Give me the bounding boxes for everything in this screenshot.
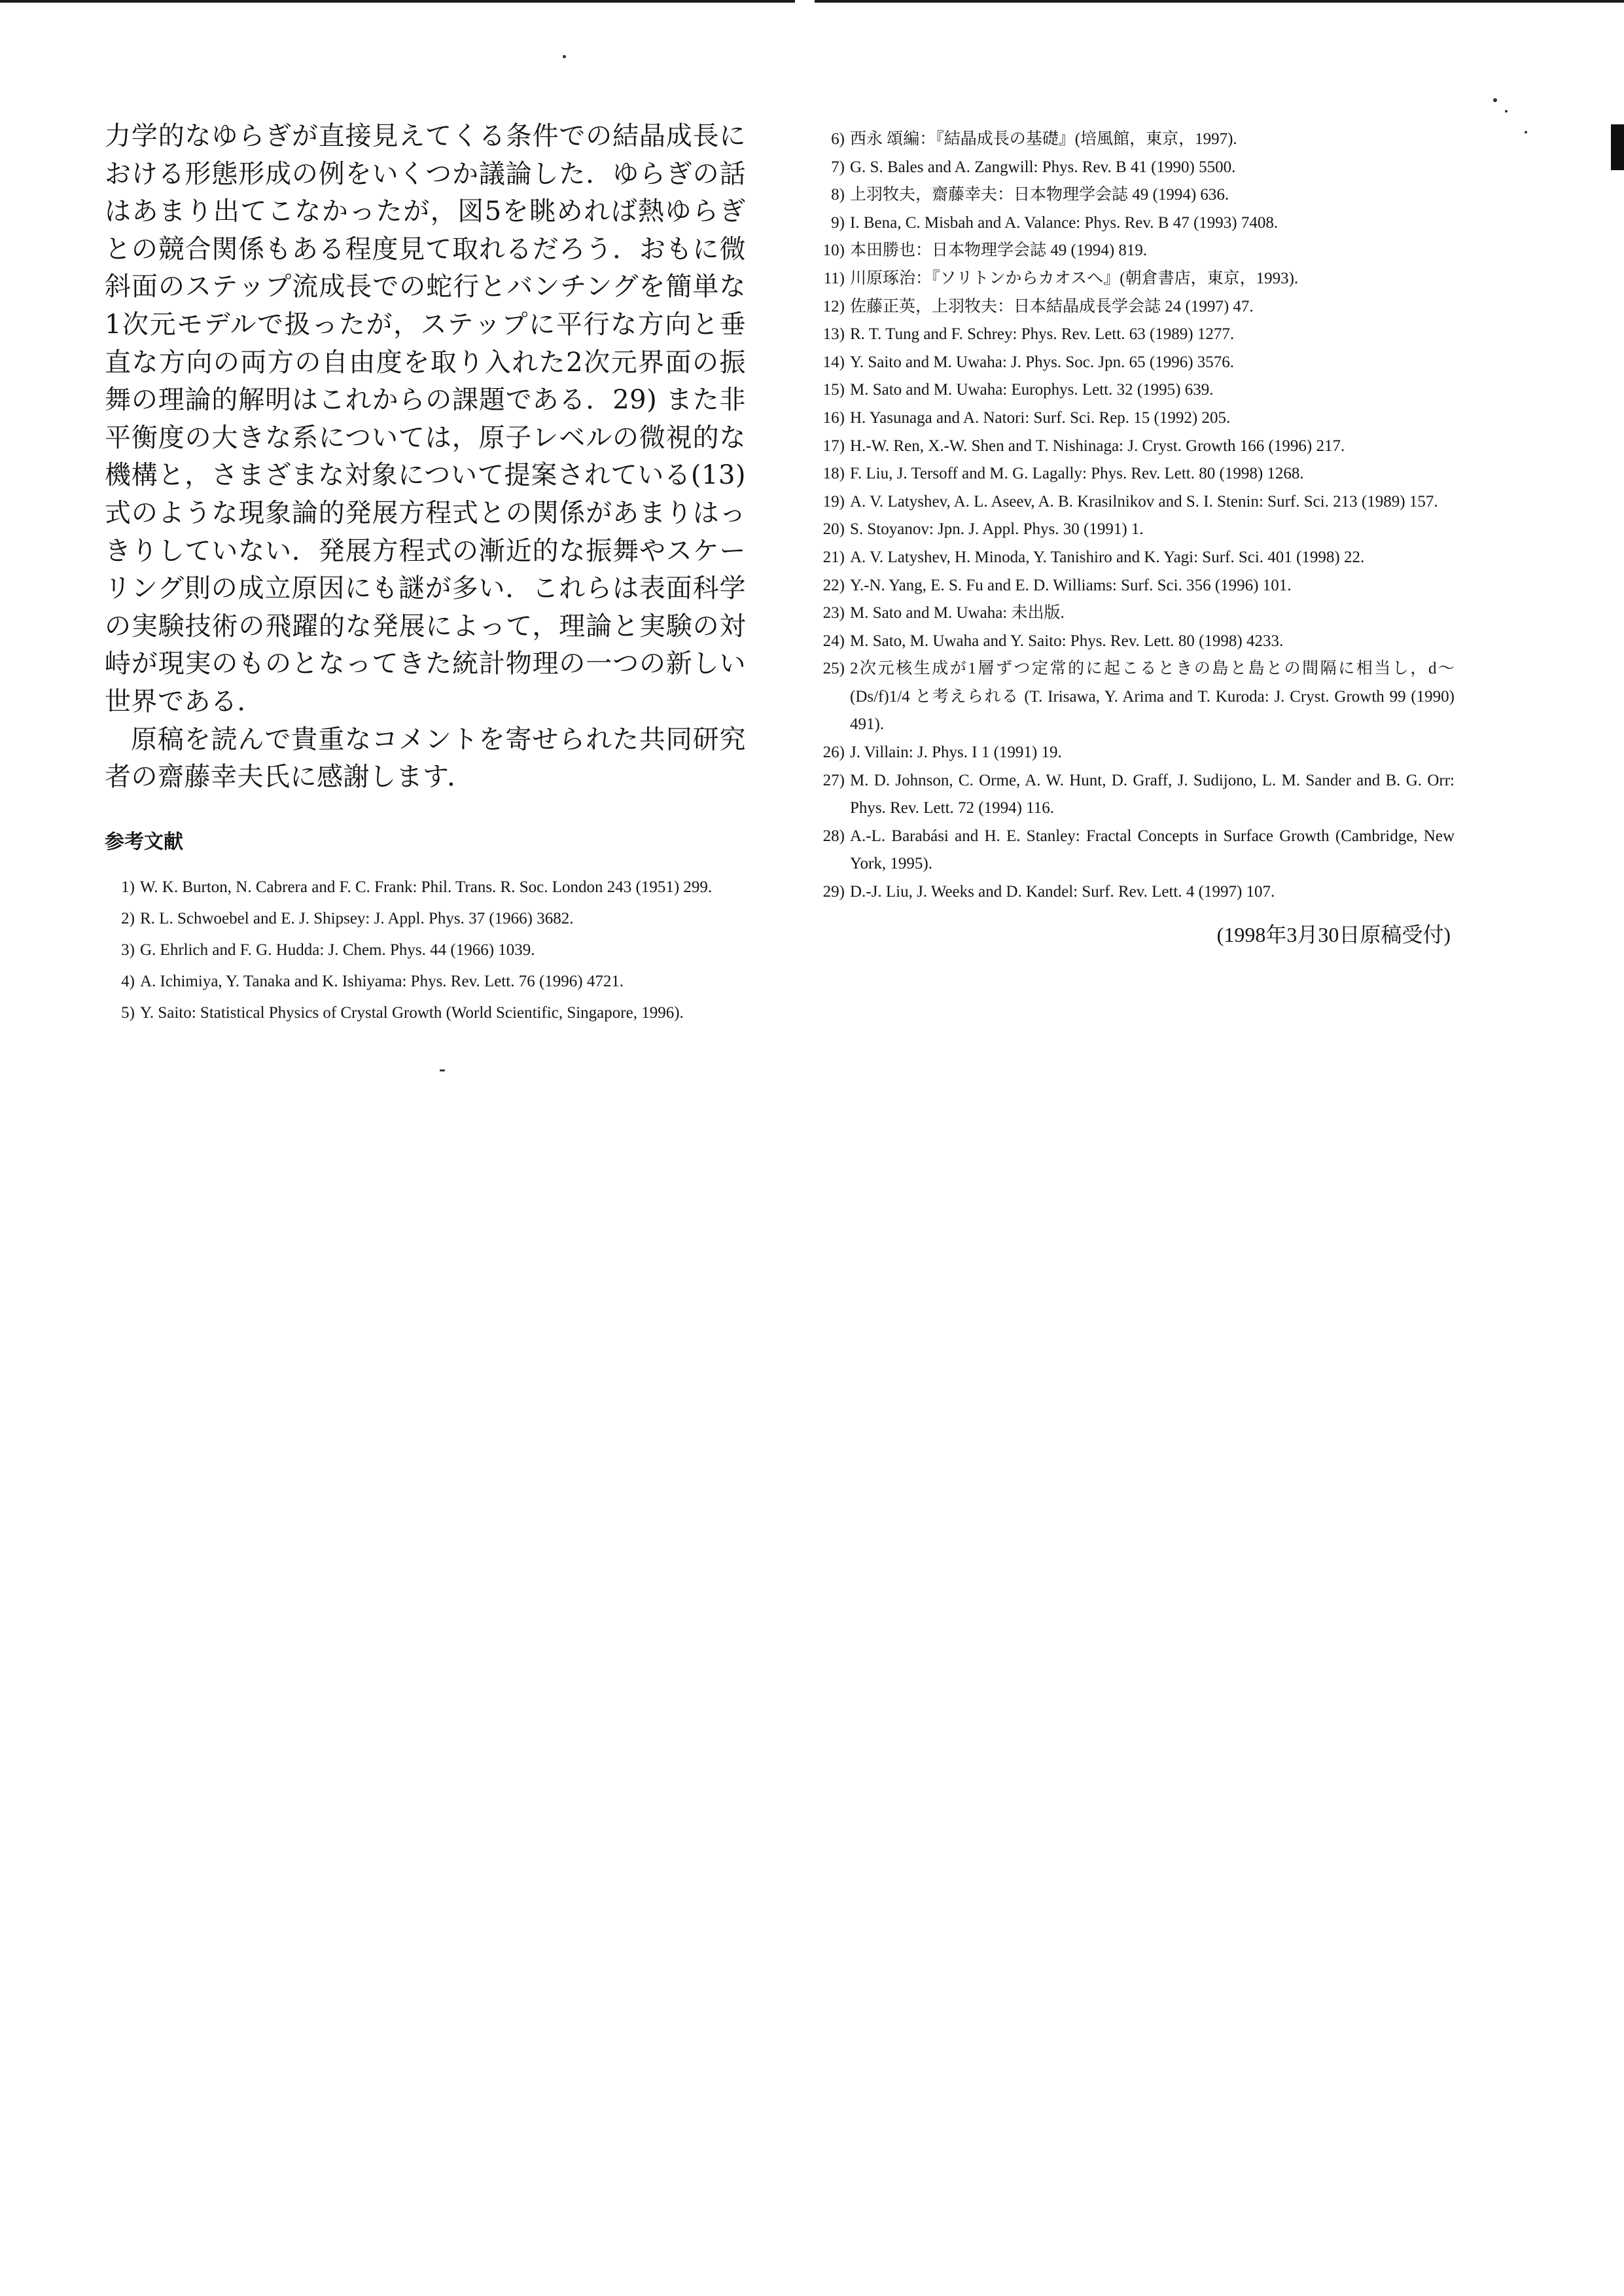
reference-item [815,265,1455,293]
reference-number: 27) [822,771,845,789]
reference-item [815,209,1455,238]
references-heading: 参考文献 [105,830,183,853]
reference-item [105,937,746,964]
reference-item [815,516,1455,544]
reference-text: A. V. Latyshev, A. L. Aseev, A. B. Krasilnikov and S. I. Stenin: Surf. Sci. 213 (1989) 157. [850,492,1438,511]
reference-text: M. Sato and M. Uwaha: Europhys. Lett. 32 (1995) 639. [850,381,1214,399]
reference-number: 20) [822,520,845,539]
reference-text: A.-L. Barabási and H. E. Stanley: Fractal Concepts in Surface Growth (Cambridge, New York, 1995). [850,827,1455,873]
reference-item [815,404,1455,433]
reference-item [105,905,746,933]
reference-number: 28) [822,827,845,845]
reference-number: 6) [831,130,845,148]
reference-text: 西永 頌編：『結晶成長の基礎』(培風館，東京，1997). [850,130,1237,148]
reference-item [815,878,1455,906]
reference-text: S. Stoyanov: Jpn. J. Appl. Phys. 30 (1991) 1. [850,520,1144,539]
reference-text: 2次元核生成が1層ずつ定常的に起こるときの島と島との間隔に相当し，d〜(Ds/f)1/4 と考えられる (T. Irisawa, Y. Arima and T. Kuroda: J. Cryst. Growth 99 (1990) 491). [850,660,1455,734]
top-border-gap [795,0,815,3]
reference-item [815,488,1455,516]
reference-item [815,600,1455,628]
reference-number: 12) [822,297,845,315]
reference-text: J. Villain: J. Phys. I 1 (1991) 19. [850,744,1062,762]
reference-item [815,739,1455,767]
reference-item [815,460,1455,488]
reference-text: M. Sato, M. Uwaha and Y. Saito: Phys. Rev. Lett. 80 (1998) 4233. [850,632,1284,650]
reference-number: 4) [121,972,135,990]
reference-item [815,376,1455,404]
left-column [105,118,746,1031]
reference-item [815,349,1455,377]
reference-item [815,181,1455,209]
reference-item [815,237,1455,265]
reference-number: 2) [121,909,135,927]
reference-number: 10) [822,242,845,260]
acknowledgement-paragraph: 原稿を読んで貴重なコメントを寄せられた共同研究者の齋藤幸夫氏に感謝します． [105,724,746,793]
reference-item [105,968,746,996]
reference-number: 8) [831,186,845,204]
reference-item [105,874,746,901]
reference-number: 21) [822,548,845,566]
reference-item [105,999,746,1027]
references-list-right [815,126,1455,906]
reference-text: 佐藤正英，上羽牧夫：日本結晶成長学会誌 24 (1997) 47. [850,297,1254,315]
reference-number: 22) [822,576,845,594]
reference-item [815,823,1455,878]
scan-speck [1525,131,1527,134]
reference-number: 13) [822,325,845,344]
reference-number: 7) [831,158,845,176]
scan-speck [1505,110,1508,113]
reference-number: 29) [822,883,845,901]
reference-text: Y. Saito and M. Uwaha: J. Phys. Soc. Jpn. 65 (1996) 3576. [850,353,1235,371]
reference-item [815,572,1455,600]
reference-item [815,126,1455,154]
reference-text: 川原琢治：『ソリトンからカオスへ』(朝倉書店，東京，1993). [850,269,1299,287]
reference-item [815,433,1455,461]
reference-text: D.-J. Liu, J. Weeks and D. Kandel: Surf. Rev. Lett. 4 (1997) 107. [850,883,1275,901]
reference-item [815,321,1455,349]
reference-text: Y. Saito: Statistical Physics of Crystal Growth (World Scientific, Singapore, 1996). [140,1003,684,1022]
reference-text: F. Liu, J. Tersoff and M. G. Lagally: Phys. Rev. Lett. 80 (1998) 1268. [850,465,1304,483]
reference-item [815,154,1455,182]
reference-text: I. Bena, C. Misbah and A. Valance: Phys. Rev. B 47 (1993) 7408. [850,213,1279,232]
received-date: (1998年3月30日原稿受付) [1216,922,1451,946]
reference-text: A. Ichimiya, Y. Tanaka and K. Ishiyama: Phys. Rev. Lett. 76 (1996) 4721. [140,972,624,990]
reference-number: 15) [822,381,845,399]
reference-number: 24) [822,632,845,650]
reference-number: 11) [823,269,845,287]
scan-speck [440,1069,445,1071]
reference-text: M. D. Johnson, C. Orme, A. W. Hunt, D. Graff, J. Sudijono, L. M. Sander and B. G. Orr: Phys. Rev. Lett. 72 (1994) 116. [850,771,1455,817]
reference-text: H. Yasunaga and A. Natori: Surf. Sci. Rep. 15 (1992) 205. [850,408,1231,427]
scan-speck [1493,98,1497,102]
reference-number: 19) [822,492,845,511]
reference-text: G. Ehrlich and F. G. Hudda: J. Chem. Phys. 44 (1966) 1039. [140,941,535,959]
conclusion-paragraph: 力学的なゆらぎが直接見えてくる条件での結晶成長における形態形成の例をいくつか議論した．ゆらぎの話はあまり出てこなかったが，図5を眺めれば熱ゆらぎとの競合関係もある程度見て取れるだろう．おもに微斜面のステップ流成長での蛇行とバンチングを簡単な1次元モデルで扱ったが，ステップに平行な方向と垂直な方向の両方の自由度を取り入れた2次元界面の振舞の理論的解明はこれからの課題である．29) また非平衡度の大きな系については，原子レベルの微視的な機構と，さまざまな対象について提案されている(13)式のような現象論的発展方程式との関係があまりはっきりしていない．発展方程式の漸近的な振舞やスケーリング則の成立原因にも謎が多い．これらは表面科学の実験技術の飛躍的な発展によって，理論と実験の対峙が現実のものとなってきた統計物理の一つの新しい世界である． [105,121,746,717]
reference-item [815,628,1455,656]
reference-text: R. T. Tung and F. Schrey: Phys. Rev. Lett. 63 (1989) 1277. [850,325,1235,344]
reference-text: W. K. Burton, N. Cabrera and F. C. Frank: Phil. Trans. R. Soc. London 243 (1951) 299. [140,878,713,896]
reference-number: 5) [121,1003,135,1022]
reference-text: 本田勝也：日本物理学会誌 49 (1994) 819. [850,242,1148,260]
reference-item [815,544,1455,572]
reference-text: 上羽牧夫，齋藤幸夫：日本物理学会誌 49 (1994) 636. [850,186,1229,204]
reference-text: G. S. Bales and A. Zangwill: Phys. Rev. B 41 (1990) 5500. [850,158,1236,176]
reference-number: 26) [822,744,845,762]
reference-number: 16) [822,408,845,427]
reference-text: Y.-N. Yang, E. S. Fu and E. D. Williams: Surf. Sci. 356 (1996) 101. [850,576,1292,594]
scan-edge-mark [1611,124,1624,170]
reference-number: 14) [822,353,845,371]
reference-text: M. Sato and M. Uwaha: 未出版. [850,604,1065,622]
reference-number: 18) [822,465,845,483]
right-column [815,126,1455,948]
reference-text: A. V. Latyshev, H. Minoda, Y. Tanishiro and K. Yagi: Surf. Sci. 401 (1998) 22. [850,548,1365,566]
references-list-left [105,874,746,1027]
reference-number: 1) [121,878,135,896]
reference-item [815,767,1455,823]
reference-text: H.-W. Ren, X.-W. Shen and T. Nishinaga: J. Cryst. Growth 166 (1996) 217. [850,437,1345,455]
reference-number: 25) [822,660,845,678]
reference-item [815,293,1455,321]
reference-item [815,655,1455,739]
reference-text: R. L. Schwoebel and E. J. Shipsey: J. Appl. Phys. 37 (1966) 3682. [140,909,574,927]
reference-number: 3) [121,941,135,959]
reference-number: 17) [822,437,845,455]
reference-number: 9) [831,213,845,232]
reference-number: 23) [822,604,845,622]
scan-speck [563,55,566,58]
